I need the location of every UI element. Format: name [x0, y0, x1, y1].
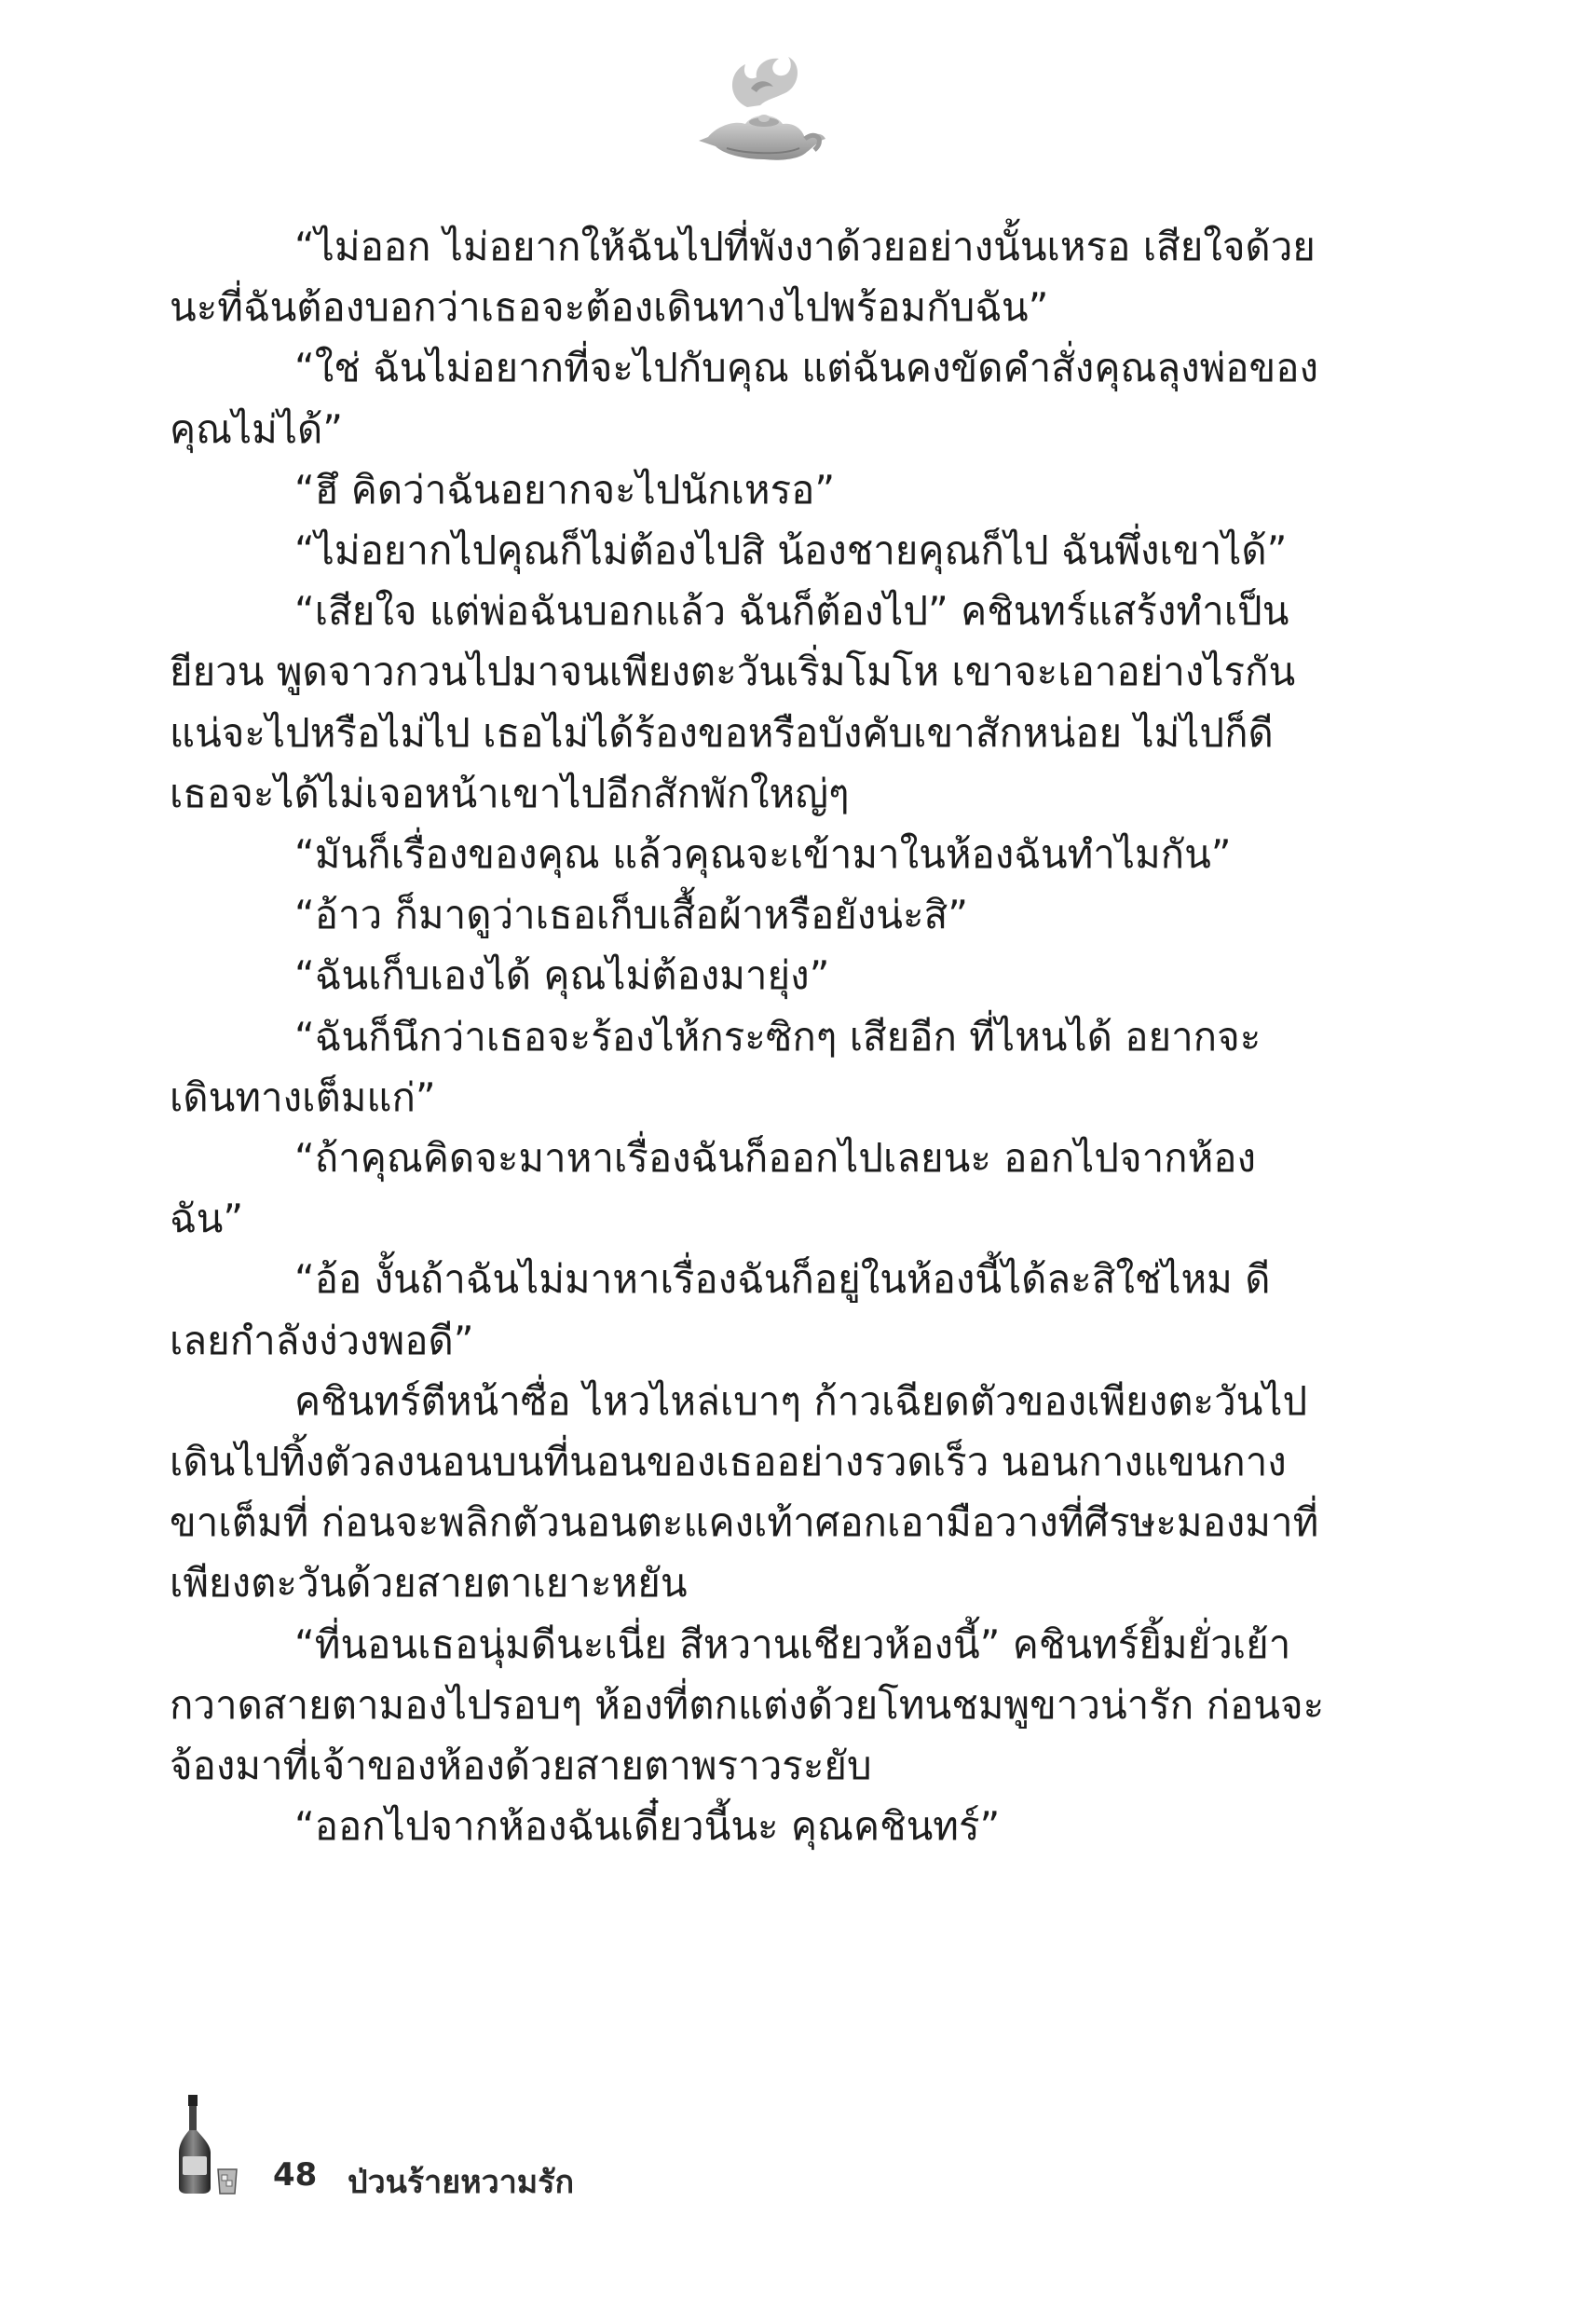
- paragraph: “ฮึ คิดว่าฉันอยากจะไปนักเหรอ”: [294, 466, 836, 513]
- body-text: [170, 216, 1325, 1856]
- page-number: 48: [273, 2156, 318, 2194]
- genie-lamp-icon: [689, 51, 829, 168]
- paragraph: “อ้อ งั้นถ้าฉันไม่มาหาเรื่องฉันก็อยู่ในห้องนี้ได้ละสิใช่ไหม ดีเลยกำลังง่วงพอดี”: [170, 1256, 1271, 1363]
- paragraph: “ฉันก็นึกว่าเธอจะร้องไห้กระซิกๆ เสียอีก ที่ไหนได้ อยากจะเดินทางเต็มแก่”: [170, 1013, 1262, 1120]
- paragraph: “ไม่ออก ไม่อยากให้ฉันไปที่พังงาด้วยอย่างนั้นเหรอ เสียใจด้วยนะที่ฉันต้องบอกว่าเธอจะต้องเดินทางไปพร้อมกับฉัน”: [170, 224, 1316, 331]
- liquor-bottle-and-glass-icon: [175, 2095, 250, 2197]
- paragraph: “ไม่อยากไปคุณก็ไม่ต้องไปสิ น้องชายคุณก็ไป ฉันพึ่งเขาได้”: [294, 527, 1288, 574]
- paragraph: “ออกไปจากห้องฉันเดี๋ยวนี้นะ คุณคชินทร์”: [294, 1803, 1001, 1850]
- paragraph: “เสียใจ แต่พ่อฉันบอกแล้ว ฉันก็ต้องไป” คชินทร์แสร้งทำเป็นยียวน พูดจาวกวนไปมาจนเพียงตะวันเริ่มโมโห เขาจะเอาอย่างไรกันแน่จะไปหรือไม่ไป เธอไม่ได้ร้องขอหรือบังคับเขาสักหน่อย ไม่ไปก็ดี เธอจะได้ไม่เจอหน้าเขาไปอีกสักพักใหญ่ๆ: [170, 588, 1296, 816]
- paragraph: คชินทร์ตีหน้าซื่อ ไหวไหล่เบาๆ ก้าวเฉียดตัวของเพียงตะวันไปเดินไปทิ้งตัวลงนอนบนที่นอนของเธออย่างรวดเร็ว นอนกางแขนกางขาเต็มที่ ก่อนจะพลิกตัวนอนตะแคงเท้าศอกเอามือวางที่ศีรษะมองมาที่เพียงตะวันด้วยสายตาเยาะหยัน: [170, 1377, 1319, 1607]
- book-title: ป่วนร้ายหวามรัก: [348, 2164, 575, 2201]
- paragraph: “ฉันเก็บเองได้ คุณไม่ต้องมายุ่ง”: [294, 952, 830, 999]
- paragraph: “ถ้าคุณคิดจะมาหาเรื่องฉันก็ออกไปเลยนะ ออกไปจากห้องฉัน”: [170, 1135, 1256, 1242]
- paragraph: “มันก็เรื่องของคุณ แล้วคุณจะเข้ามาในห้องฉันทำไมกัน”: [294, 831, 1232, 878]
- paragraph: “อ้าว ก็มาดูว่าเธอเก็บเสื้อผ้าหรือยังน่ะสิ”: [294, 892, 968, 938]
- paragraph: “ใช่ ฉันไม่อยากที่จะไปกับคุณ แต่ฉันคงขัดคำสั่งคุณลุงพ่อของคุณไม่ได้”: [170, 345, 1318, 452]
- page-footer: [175, 2095, 734, 2201]
- paragraph: “ที่นอนเธอนุ่มดีนะเนี่ย สีหวานเชียวห้องนี้” คชินทร์ยิ้มยั่วเย้ากวาดสายตามองไปรอบๆ ห้องที่ตกแต่งด้วยโทนชมพูขาวน่ารัก ก่อนจะจ้องมาที่เจ้าของห้องด้วยสายตาพราวระยับ: [170, 1620, 1325, 1789]
